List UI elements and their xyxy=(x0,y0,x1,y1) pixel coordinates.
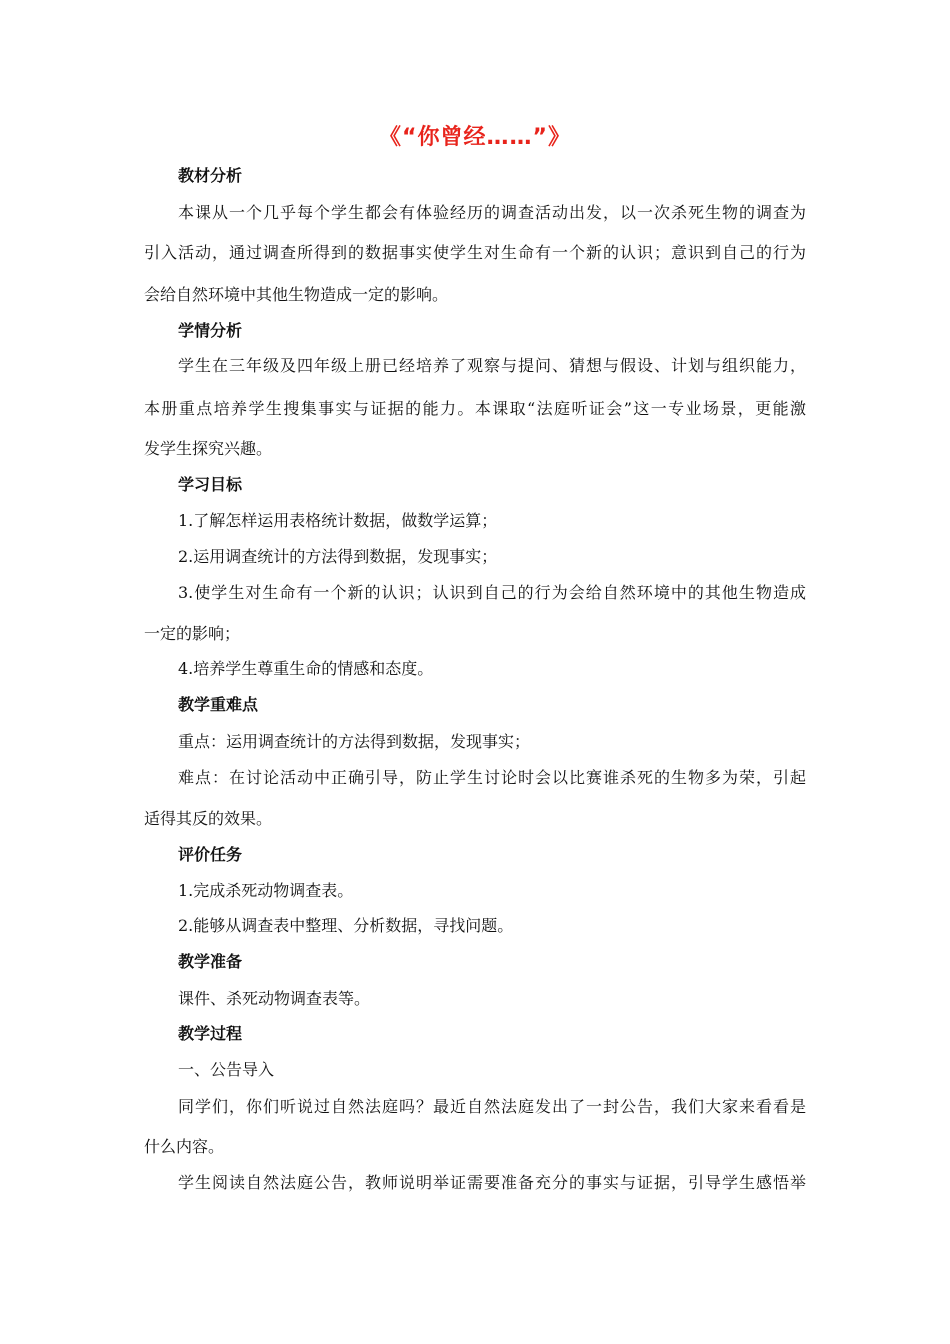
list-item: 2.能够从调查表中整理、分析数据，寻找问题。 xyxy=(178,916,514,935)
paragraph-line: 难点：在讨论活动中正确引导，防止学生讨论时会以比赛谁杀死的生物多为荣，引起 xyxy=(178,768,806,787)
subheading: 一、公告导入 xyxy=(178,1060,275,1079)
list-item: 2.运用调查统计的方法得到数据，发现事实； xyxy=(178,547,498,566)
list-item-continuation: 一定的影响； xyxy=(144,624,241,643)
heading-keypoints: 教学重难点 xyxy=(178,695,259,714)
heading-analysis: 教材分析 xyxy=(178,166,243,185)
paragraph-line: 同学们，你们听说过自然法庭吗？最近自然法庭发出了一封公告，我们大家来看看是 xyxy=(178,1097,806,1116)
paragraph-line: 适得其反的效果。 xyxy=(144,809,273,828)
paragraph-line: 什么内容。 xyxy=(144,1137,225,1156)
paragraph-line: 课件、杀死动物调查表等。 xyxy=(178,989,371,1008)
heading-goals: 学习目标 xyxy=(178,475,243,494)
paragraph-line: 本课从一个几乎每个学生都会有体验经历的调查活动出发，以一次杀死生物的调查为 xyxy=(178,203,806,222)
heading-process: 教学过程 xyxy=(178,1024,243,1043)
paragraph-line: 本册重点培养学生搜集事实与证据的能力。本课取“法庭听证会”这一专业场景，更能激 xyxy=(144,399,806,418)
list-item: 1.完成杀死动物调查表。 xyxy=(178,881,354,900)
list-item: 3.使学生对生命有一个新的认识；认识到自己的行为会给自然环境中的其他生物造成 xyxy=(178,583,806,602)
paragraph-line: 引入活动，通过调查所得到的数据事实使学生对生命有一个新的认识；意识到自己的行为 xyxy=(144,243,806,262)
list-item: 4.培养学生尊重生命的情感和态度。 xyxy=(178,659,434,678)
paragraph-line: 重点：运用调查统计的方法得到数据，发现事实； xyxy=(178,732,531,751)
heading-students: 学情分析 xyxy=(178,321,243,340)
document-title: 《“你曾经……”》 xyxy=(379,125,571,150)
heading-evaluation: 评价任务 xyxy=(178,845,243,864)
list-item: 1.了解怎样运用表格统计数据，做数学运算； xyxy=(178,511,498,530)
paragraph-line: 学生在三年级及四年级上册已经培养了观察与提问、猜想与假设、计划与组织能力， xyxy=(178,356,806,375)
heading-preparation: 教学准备 xyxy=(178,952,243,971)
paragraph-line: 学生阅读自然法庭公告，教师说明举证需要准备充分的事实与证据，引导学生感悟举 xyxy=(178,1173,806,1192)
paragraph-line: 发学生探究兴趣。 xyxy=(144,439,273,458)
paragraph-line: 会给自然环境中其他生物造成一定的影响。 xyxy=(144,285,449,304)
